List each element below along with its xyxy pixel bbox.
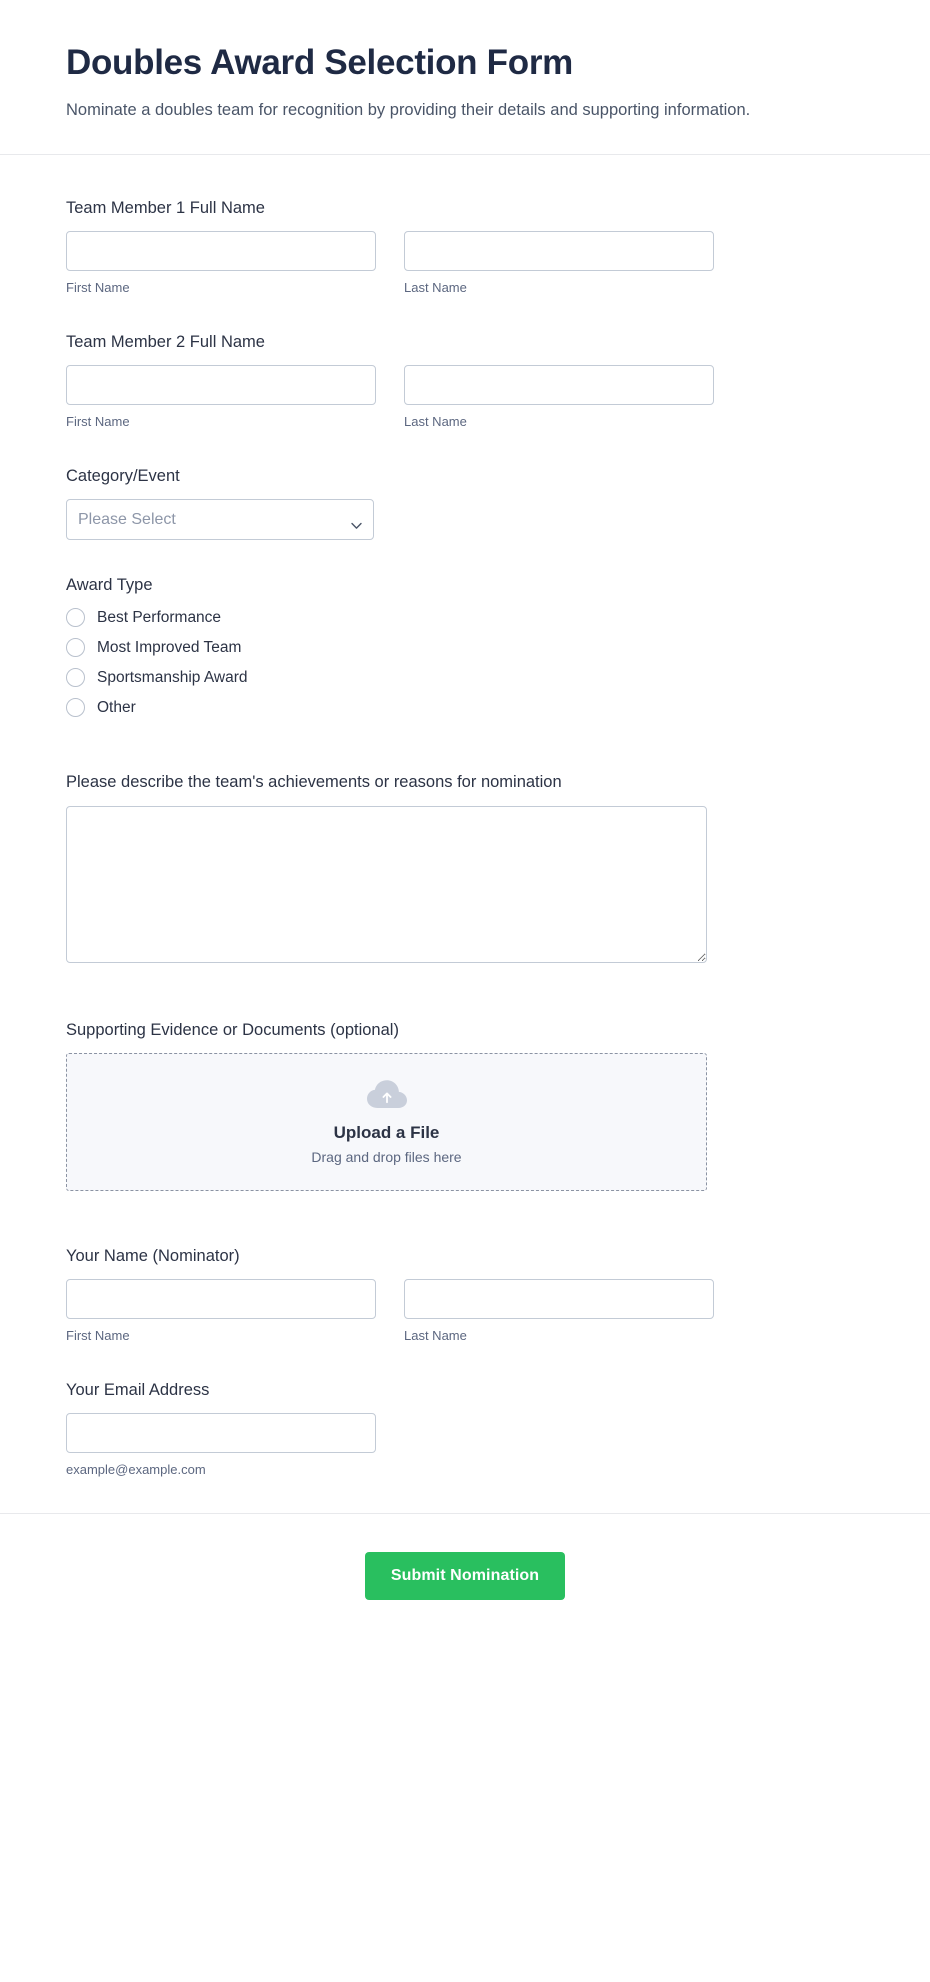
cloud-upload-icon <box>366 1079 408 1116</box>
email-group <box>66 1413 376 1479</box>
upload-title: Upload a File <box>333 1122 440 1142</box>
category-select[interactable] <box>66 499 374 540</box>
field-category-event <box>66 465 864 540</box>
page-subtitle: Nominate a doubles team for recognition by providing their details and supporting information. <box>66 101 751 119</box>
radio-option-best-performance[interactable] <box>66 608 864 627</box>
form-header <box>0 28 930 155</box>
email-input[interactable] <box>66 1413 376 1453</box>
field-email <box>66 1379 864 1479</box>
field-award-type <box>66 574 864 717</box>
nominator-first-name-sublabel: First Name <box>66 1328 130 1344</box>
field-label-nominator-name: Your Name (Nominator) <box>66 1246 240 1265</box>
member-1-first-name-group <box>66 231 376 297</box>
radio-circle-icon <box>66 608 85 627</box>
page-title: Doubles Award Selection Form <box>66 43 573 82</box>
member-1-last-name-input[interactable] <box>404 231 714 271</box>
member-1-last-name-group <box>404 231 714 297</box>
field-team-member-2 <box>66 331 864 431</box>
member-2-first-name-group <box>66 365 376 431</box>
member-1-first-name-input[interactable] <box>66 231 376 271</box>
radio-circle-icon <box>66 698 85 717</box>
category-select-wrap <box>66 499 374 540</box>
field-label-description: Please describe the team's achievements or reasons for nomination <box>66 773 562 792</box>
radio-label-other: Other <box>97 698 136 716</box>
radio-option-most-improved-team[interactable] <box>66 638 864 657</box>
member-2-last-name-sublabel: Last Name <box>404 413 467 429</box>
field-supporting-evidence <box>66 1019 864 1191</box>
field-label-award-type: Award Type <box>66 576 153 595</box>
radio-label-most-improved-team: Most Improved Team <box>97 638 242 656</box>
file-upload-dropzone[interactable] <box>66 1053 707 1191</box>
name-row-member-2 <box>66 365 864 431</box>
nominator-first-name-group <box>66 1279 376 1345</box>
field-label-category-event: Category/Event <box>66 466 180 485</box>
field-nominator-name <box>66 1245 864 1345</box>
member-2-first-name-sublabel: First Name <box>66 413 130 429</box>
field-label-email: Your Email Address <box>66 1381 210 1400</box>
radio-option-sportsmanship-award[interactable] <box>66 668 864 687</box>
member-2-last-name-group <box>404 365 714 431</box>
name-row-member-1 <box>66 231 864 297</box>
field-description <box>66 771 864 962</box>
description-textarea[interactable] <box>66 806 707 963</box>
nominator-last-name-input[interactable] <box>404 1279 714 1319</box>
field-label-supporting-evidence: Supporting Evidence or Documents (optional) <box>66 1020 399 1039</box>
member-1-first-name-sublabel: First Name <box>66 279 130 295</box>
radio-label-sportsmanship-award: Sportsmanship Award <box>97 668 248 686</box>
nominator-last-name-group <box>404 1279 714 1345</box>
award-type-radio-group <box>66 608 864 717</box>
radio-circle-icon <box>66 668 85 687</box>
upload-hint: Drag and drop files here <box>311 1148 462 1165</box>
member-2-last-name-input[interactable] <box>404 365 714 405</box>
field-team-member-1 <box>66 197 864 297</box>
form-body <box>0 155 930 1480</box>
nominator-last-name-sublabel: Last Name <box>404 1328 467 1344</box>
member-2-first-name-input[interactable] <box>66 365 376 405</box>
field-label-team-member-2: Team Member 2 Full Name <box>66 332 265 351</box>
radio-label-best-performance: Best Performance <box>97 608 222 626</box>
member-1-last-name-sublabel: Last Name <box>404 279 467 295</box>
email-sublabel: example@example.com <box>66 1462 206 1478</box>
submit-nomination-button[interactable]: Submit Nomination <box>365 1552 565 1600</box>
radio-circle-icon <box>66 638 85 657</box>
field-label-team-member-1: Team Member 1 Full Name <box>66 198 265 217</box>
radio-option-other[interactable] <box>66 698 864 717</box>
name-row-nominator <box>66 1279 864 1345</box>
form-footer <box>0 1513 930 1648</box>
nominator-first-name-input[interactable] <box>66 1279 376 1319</box>
